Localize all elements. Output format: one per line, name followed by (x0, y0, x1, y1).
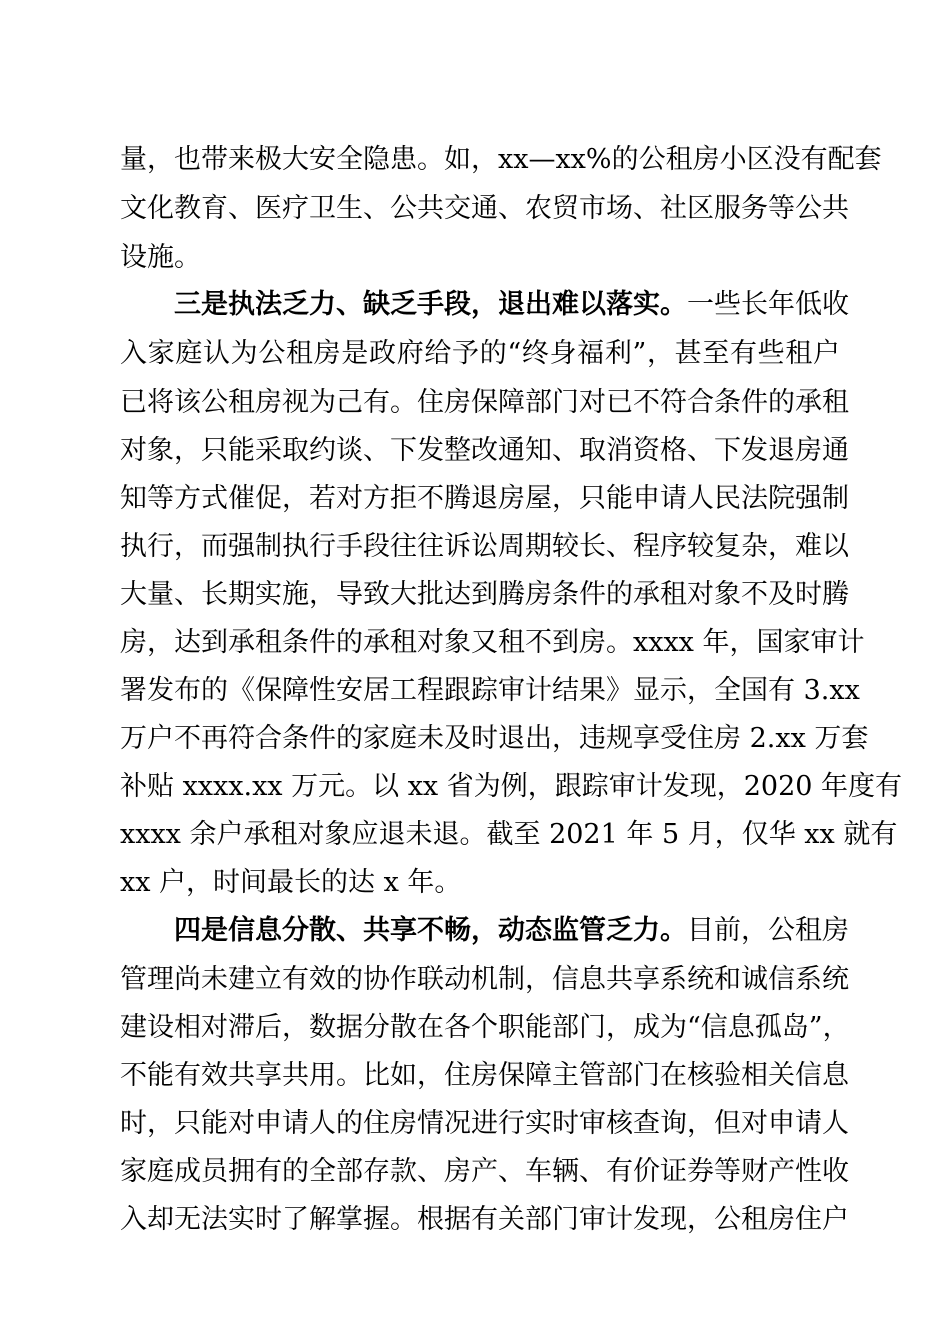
body-text-line: 入家庭认为公租房是政府给予的“终身福利”，甚至有些租户 (120, 338, 840, 369)
body-text-line: 量，也带来极大安全隐患。如，xx—xx%的公租房小区没有配套 (120, 144, 882, 175)
body-text: 一些长年低收 (687, 289, 849, 320)
body-text-line: xxxx 余户承租对象应退未退。截至 2021 年 5 月，仅华 xx 就有 (120, 819, 898, 850)
section-heading: 三是执法乏力、缺乏手段，退出难以落实。 (174, 289, 687, 320)
body-text-line: 署发布的《保障性安居工程跟踪审计结果》显示，全国有 3.xx (120, 675, 860, 706)
body-text: 目前，公租房 (687, 915, 849, 946)
body-text-line: 管理尚未建立有效的协作联动机制，信息共享系统和诚信系统 (120, 964, 849, 995)
body-text-line: 房，达到承租条件的承租对象又租不到房。xxxx 年，国家审计 (120, 627, 865, 658)
body-text-line: 大量、长期实施，导致大批达到腾房条件的承租对象不及时腾 (120, 579, 849, 610)
body-text-line: 设施。 (120, 242, 201, 273)
body-text-line: 补贴 xxxx.xx 万元。以 xx 省为例，跟踪审计发现，2020 年度有 (120, 771, 903, 802)
paragraph-first-line (174, 911, 849, 951)
body-text-line: 知等方式催促，若对方拒不腾退房屋，只能申请人民法院强制 (120, 483, 849, 514)
body-text-line: 建设相对滞后，数据分散在各个职能部门，成为“信息孤岛”， (120, 1012, 850, 1043)
body-text-line: xx 户，时间最长的达 x 年。 (120, 867, 462, 898)
body-text-line: 已将该公租房视为己有。住房保障部门对已不符合条件的承租 (120, 387, 849, 418)
body-text-line: 不能有效共享共用。比如，住房保障主管部门在核验相关信息 (120, 1060, 849, 1091)
body-text-line: 执行，而强制执行手段往往诉讼周期较长、程序较复杂，难以 (120, 531, 849, 562)
body-text-line: 万户不再符合条件的家庭未及时退出，违规享受住房 2.xx 万套 (120, 723, 869, 754)
body-text-line: 入却无法实时了解掌握。根据有关部门审计发现，公租房住户 (120, 1204, 849, 1235)
body-text-line: 对象，只能采取约谈、下发整改通知、取消资格、下发退房通 (120, 435, 849, 466)
body-text-line: 时，只能对申请人的住房情况进行实时审核查询，但对申请人 (120, 1108, 849, 1139)
section-heading: 四是信息分散、共享不畅，动态监管乏力。 (174, 915, 687, 946)
body-text-line: 文化教育、医疗卫生、公共交通、农贸市场、社区服务等公共 (120, 193, 849, 224)
paragraph-first-line (174, 285, 849, 325)
body-text-line: 家庭成员拥有的全部存款、房产、车辆、有价证券等财产性收 (120, 1156, 849, 1187)
